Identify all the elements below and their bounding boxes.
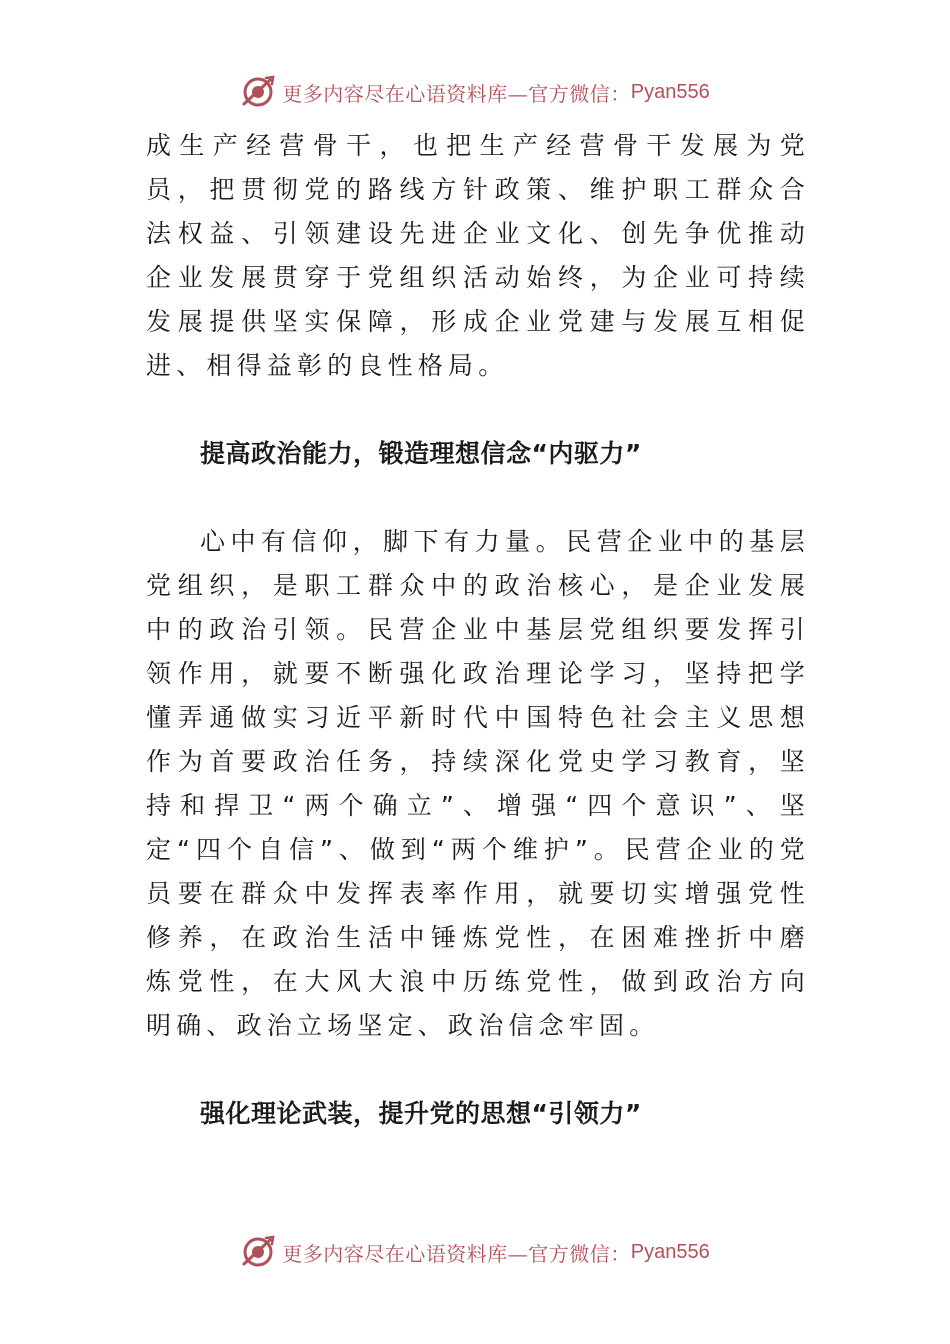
document-body: [146, 124, 810, 1136]
seal-logo-icon: [240, 74, 276, 110]
paragraph-2: 心中有信仰，脚下有力量。民营企业中的基层党组织，是职工群众中的政治核心，是企业发展中的政治引领。民营企业中基层党组织要发挥引领作用，就要不断强化政治理论学习，坚持把学懂弄通做实习近平新时代中国特色社会主义思想作为首要政治任务，持续深化党史学习教育，坚持和捍卫“两个确立”、增强“四个意识”、坚定“四个自信”、做到“两个维护”。民营企业的党员要在群众中发挥表率作用，就要切实增强党性修养，在政治生活中锤炼党性，在困难挫折中磨炼党性，在大风大浪中历练党性，做到政治方向明确、政治立场坚定、政治信念牢固。: [146, 527, 810, 1040]
watermark-text: 更多内容尽在心语资料库—官方微信：: [282, 1241, 631, 1266]
section-heading-1: 提高政治能力，锻造理想信念“内驱力”: [200, 439, 642, 468]
spacer: [146, 388, 810, 432]
watermark-handle: Pyan556: [630, 80, 710, 103]
watermark-footer: [0, 1232, 950, 1272]
spacer: [146, 1048, 810, 1092]
section-heading-2: 强化理论武装，提升党的思想“引领力”: [200, 1099, 642, 1128]
watermark-text: 更多内容尽在心语资料库—官方微信：: [282, 81, 631, 106]
watermark-handle: Pyan556: [630, 1240, 710, 1263]
watermark-header: [0, 72, 950, 112]
spacer: [146, 476, 810, 520]
seal-logo-icon: [240, 1234, 276, 1270]
paragraph-1: 成生产经营骨干，也把生产经营骨干发展为党员，把贯彻党的路线方针政策、维护职工群众合法权益、引领建设先进企业文化、创先争优推动企业发展贯穿于党组织活动始终，为企业可持续发展提供坚实保障，形成企业党建与发展互相促进、相得益彰的良性格局。: [146, 131, 810, 380]
